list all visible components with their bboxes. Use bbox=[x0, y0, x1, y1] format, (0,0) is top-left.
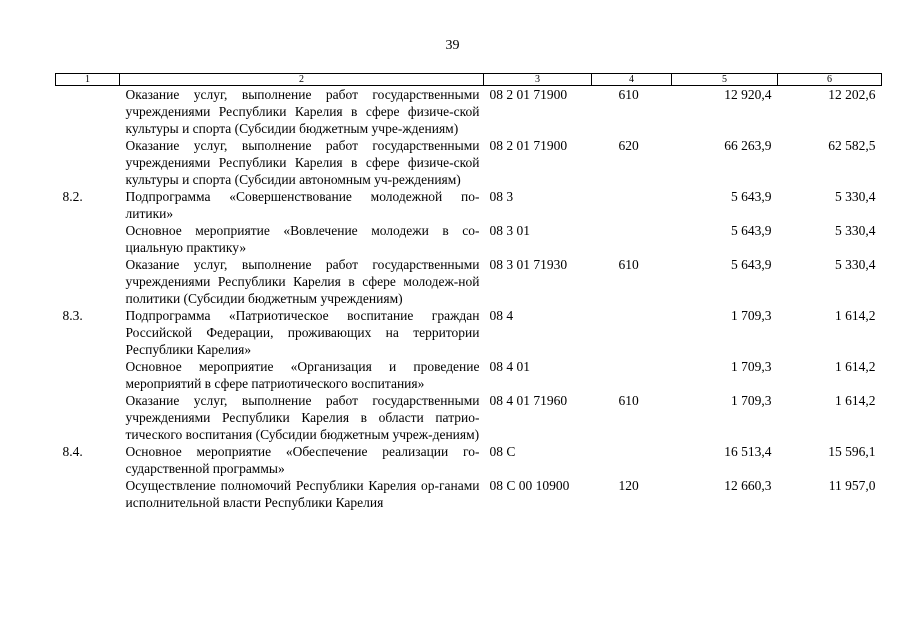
row-amount-5: 5 643,9 bbox=[731, 223, 772, 238]
table-row bbox=[56, 358, 882, 392]
budget-table bbox=[55, 73, 882, 511]
row-amount-6: 5 330,4 bbox=[835, 257, 876, 272]
header-col-6: 6 bbox=[778, 74, 882, 86]
row-number bbox=[56, 392, 120, 443]
row-code: 08 3 01 71930 bbox=[489, 257, 568, 272]
row-amount-6: 5 330,4 bbox=[835, 223, 876, 238]
row-name: Подпрограмма «Патриотическое воспитание граждан Российской Федерации, проживающих на территории Республики Карелия» bbox=[125, 308, 480, 357]
row-expense-type: 120 bbox=[618, 478, 639, 493]
row-expense-type bbox=[592, 358, 672, 392]
page-number: 39 bbox=[445, 38, 460, 53]
row-code: 08 4 01 bbox=[489, 359, 530, 374]
row-amount-6: 15 596,1 bbox=[828, 444, 876, 459]
row-amount-6: 1 614,2 bbox=[835, 393, 876, 408]
row-amount-6: 1 614,2 bbox=[835, 359, 876, 374]
row-amount-5: 16 513,4 bbox=[724, 444, 772, 459]
row-amount-5: 5 643,9 bbox=[731, 257, 772, 272]
row-code: 08 С bbox=[489, 444, 516, 459]
table-row bbox=[56, 137, 882, 188]
row-code: 08 2 01 71900 bbox=[489, 138, 568, 153]
header-row bbox=[56, 74, 882, 86]
row-name: Основное мероприятие «Вовлечение молодежи в со-циальную практику» bbox=[125, 223, 480, 255]
row-code: 08 2 01 71900 bbox=[489, 87, 568, 102]
table-body bbox=[56, 86, 882, 512]
row-code: 08 3 01 bbox=[489, 223, 530, 238]
table-row bbox=[56, 392, 882, 443]
header-col-2: 2 bbox=[120, 74, 484, 86]
row-expense-type bbox=[592, 443, 672, 477]
row-amount-5: 5 643,9 bbox=[731, 189, 772, 204]
table-row bbox=[56, 256, 882, 307]
table-row bbox=[56, 477, 882, 511]
row-name: Основное мероприятие «Организация и проведение мероприятий в сфере патриотического воспитания» bbox=[125, 359, 480, 391]
row-expense-type bbox=[592, 307, 672, 358]
row-amount-5: 1 709,3 bbox=[731, 393, 772, 408]
row-name: Осуществление полномочий Республики Карелия ор-ганами исполнительной власти Республики Карелия bbox=[125, 478, 480, 510]
row-expense-type: 620 bbox=[618, 138, 639, 153]
row-amount-6: 5 330,4 bbox=[835, 189, 876, 204]
row-name: Оказание услуг, выполнение работ государственными учреждениями Республики Карелия в сфере физиче-ской культуры и спорта (Субсидии бюджетным учре-ждениям) bbox=[125, 87, 480, 136]
row-code: 08 С 00 10900 bbox=[489, 478, 570, 493]
row-number bbox=[56, 358, 120, 392]
row-amount-6: 62 582,5 bbox=[828, 138, 876, 153]
table-row bbox=[56, 86, 882, 138]
row-name: Оказание услуг, выполнение работ государственными учреждениями Республики Карелия в области патрио-тического воспитания (Субсидии бюджетным учреж-дениям) bbox=[125, 393, 480, 442]
row-name: Оказание услуг, выполнение работ государственными учреждениями Республики Карелия в сфере физиче-ской культуры и спорта (Субсидии автономным уч-реждениям) bbox=[125, 138, 480, 187]
table-header bbox=[56, 74, 882, 86]
row-amount-6: 12 202,6 bbox=[828, 87, 876, 102]
row-number bbox=[56, 86, 120, 138]
header-col-5: 5 bbox=[672, 74, 778, 86]
table-row bbox=[56, 188, 882, 222]
row-name: Оказание услуг, выполнение работ государственными учреждениями Республики Карелия в сфере молодеж-ной политики (Субсидии бюджетным учреждениям) bbox=[125, 257, 480, 306]
row-number bbox=[56, 256, 120, 307]
row-expense-type: 610 bbox=[618, 393, 639, 408]
row-code: 08 4 01 71960 bbox=[489, 393, 568, 408]
row-number bbox=[56, 477, 120, 511]
header-col-1: 1 bbox=[56, 74, 120, 86]
row-number bbox=[56, 137, 120, 188]
table-row bbox=[56, 222, 882, 256]
row-number: 8.3. bbox=[62, 308, 83, 323]
row-number: 8.2. bbox=[62, 189, 83, 204]
row-amount-5: 1 709,3 bbox=[731, 308, 772, 323]
row-expense-type bbox=[592, 222, 672, 256]
row-amount-5: 12 660,3 bbox=[724, 478, 772, 493]
row-number: 8.4. bbox=[62, 444, 83, 459]
row-name: Подпрограмма «Совершенствование молодежной по-литики» bbox=[125, 189, 480, 221]
row-expense-type bbox=[592, 188, 672, 222]
header-col-4: 4 bbox=[592, 74, 672, 86]
header-col-3: 3 bbox=[484, 74, 592, 86]
row-amount-6: 11 957,0 bbox=[828, 478, 876, 493]
row-amount-6: 1 614,2 bbox=[835, 308, 876, 323]
row-name: Основное мероприятие «Обеспечение реализации го-сударственной программы» bbox=[125, 444, 480, 476]
row-amount-5: 66 263,9 bbox=[724, 138, 772, 153]
table-row bbox=[56, 307, 882, 358]
row-amount-5: 12 920,4 bbox=[724, 87, 772, 102]
row-code: 08 4 bbox=[489, 308, 514, 323]
row-number bbox=[56, 222, 120, 256]
row-expense-type: 610 bbox=[618, 87, 639, 102]
row-amount-5: 1 709,3 bbox=[731, 359, 772, 374]
row-expense-type: 610 bbox=[618, 257, 639, 272]
table-row bbox=[56, 443, 882, 477]
row-code: 08 3 bbox=[489, 189, 514, 204]
